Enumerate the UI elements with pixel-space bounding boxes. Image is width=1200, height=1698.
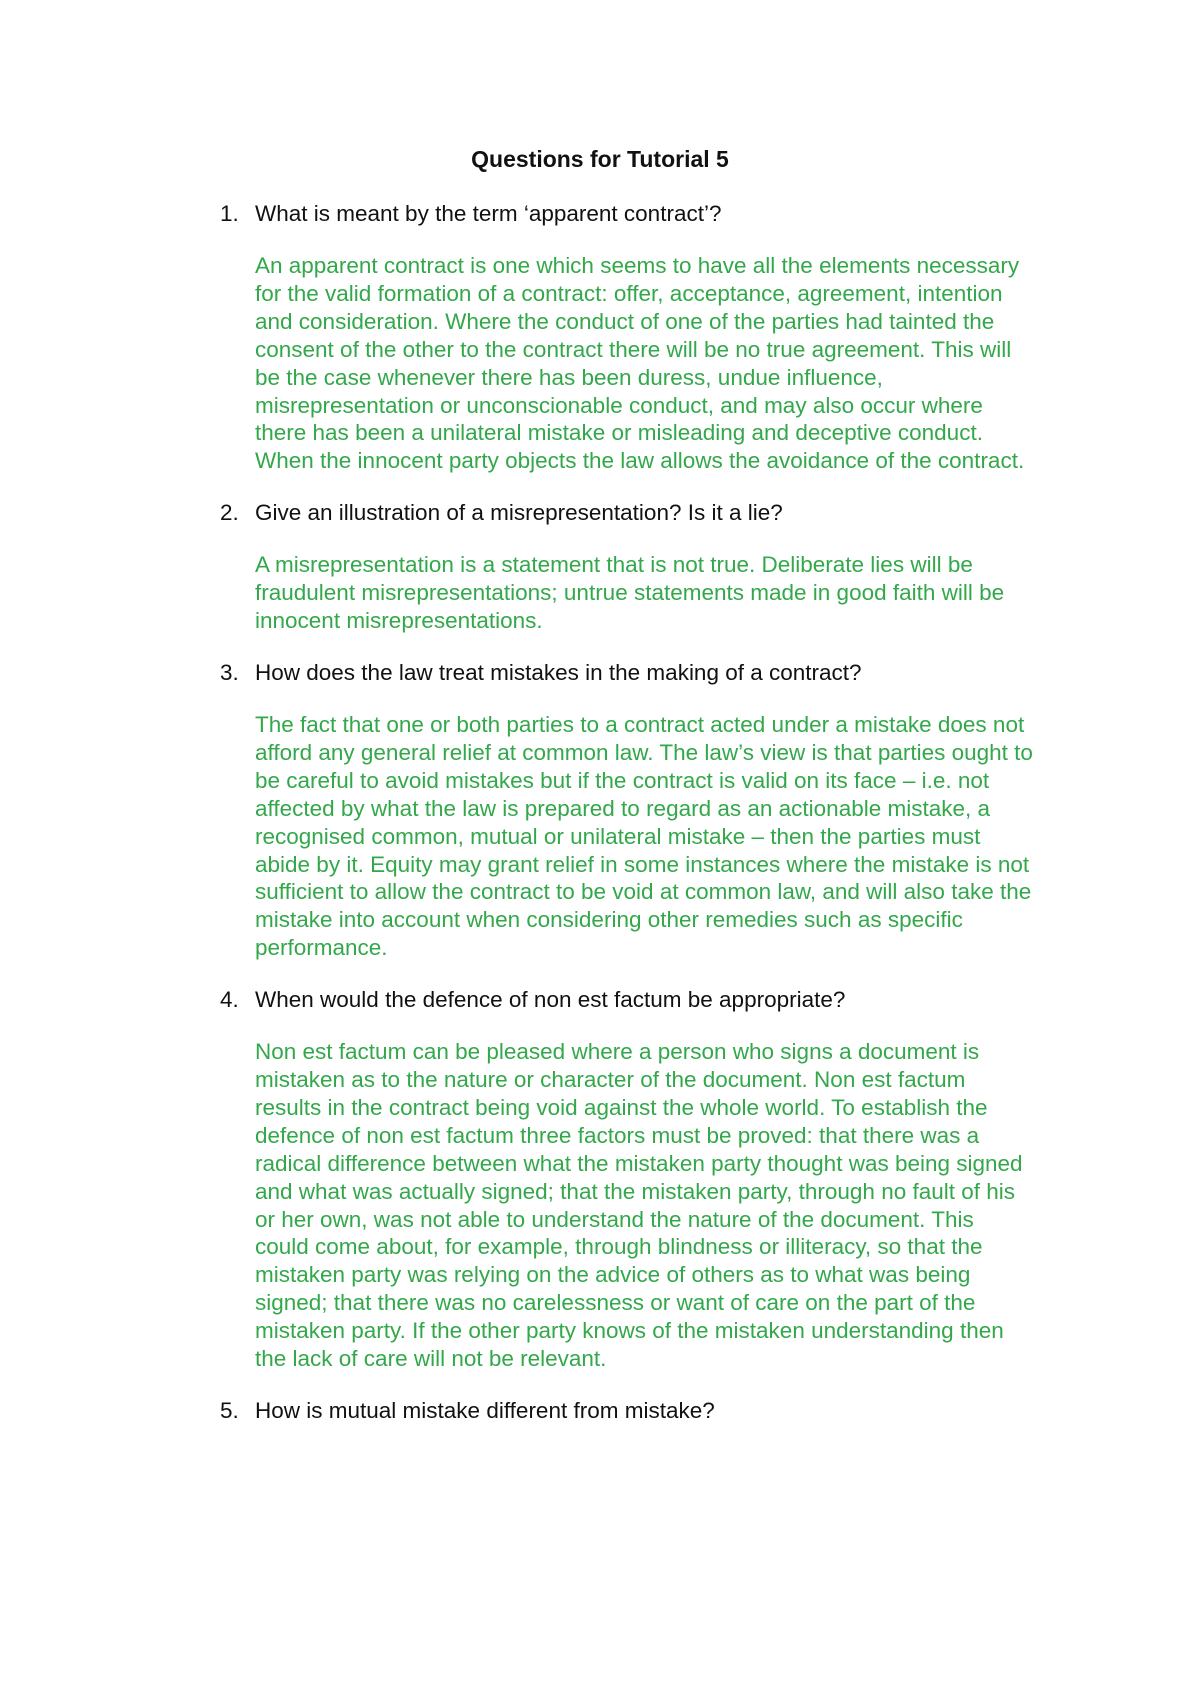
question-item-2 [220, 499, 1040, 635]
question-text: When would the defence of non est factum be appropriate? [255, 987, 846, 1013]
answer-text: An apparent contract is one which seems to have all the elements necessary for the valid formation of a contract: offer, acceptance, agreement, intention and consideration. Where the conduct of one of the parties had tainted the consent of the other to the contract there will be no true agreement. This will be the case whenever there has been duress, undue influence, misrepresentation or unconscionable conduct, and may also occur where there has been a unilateral mistake or misleading and deceptive conduct. When the innocent party objects the law allows the avoidance of the contract. [255, 253, 1025, 474]
question-text: What is meant by the term ‘apparent contract’? [255, 201, 722, 226]
question-number: 3. [220, 659, 239, 685]
question-text: How is mutual mistake different from mistake? [255, 1398, 715, 1423]
question-item-3 [220, 659, 1040, 962]
question-item-5 [220, 1397, 1040, 1425]
question-text: Give an illustration of a misrepresentation? Is it a lie? [255, 500, 783, 526]
answer-text: A misrepresentation is a statement that is not true. Deliberate lies will be fraudulent misrepresentations; untrue statements made in good faith will be innocent misrepresentations. [255, 552, 1005, 634]
document-title: Questions for Tutorial 5 [471, 146, 729, 172]
question-item-1 [220, 200, 1040, 475]
question-list [220, 200, 1040, 1449]
question-item-4 [220, 986, 1040, 1373]
question-number: 2. [220, 500, 239, 526]
question-number: 1. [220, 201, 239, 226]
answer-text: The fact that one or both parties to a contract acted under a mistake does not afford any general relief at common law. The law’s view is that parties ought to be careful to avoid mistakes but if the contract is valid on its face – i.e. not affected by what the law is prepared to regard as an actionable mistake, a recognised common, mutual or unilateral mistake – then the parties must abide by it. Equity may grant relief in some instances where the mistake is not sufficient to allow the contract to be void at common law, and will also take the mistake into account when considering other remedies such as specific performance. [255, 711, 1033, 961]
question-number: 5. [220, 1398, 239, 1423]
question-text: How does the law treat mistakes in the making of a contract? [255, 659, 862, 685]
question-number: 4. [220, 987, 239, 1013]
answer-text: Non est factum can be pleased where a person who signs a document is mistaken as to the nature or character of the document. Non est factum results in the contract being void against the whole world. To establish the defence of non est factum three factors must be proved: that there was a radical difference between what the mistaken party thought was being signed and what was actually signed; that the mistaken party, through no fault of his or her own, was not able to understand the nature of the document. This could come about, for example, through blindness or illiteracy, so that the mistaken party was relying on the advice of others as to what was being signed; that there was no carelessness or want of care on the part of the mistaken party. If the other party knows of the mistaken understanding then the lack of care will not be relevant. [255, 1039, 1023, 1372]
